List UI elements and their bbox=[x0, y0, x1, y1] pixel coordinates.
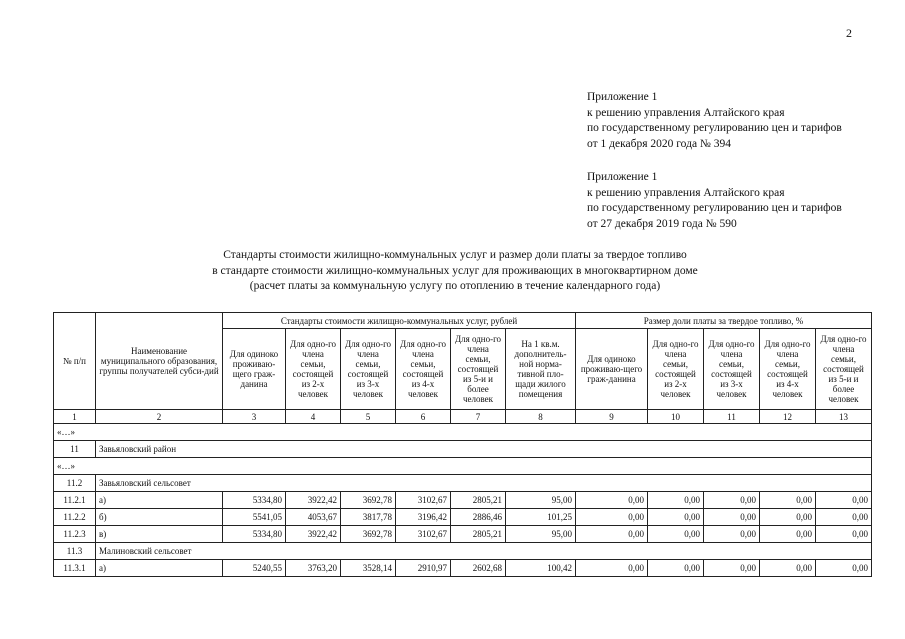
value-cell: 3196,42 bbox=[396, 509, 451, 526]
header-subcell: Для одно-го члена семьи, состоящей из 4-х человек bbox=[760, 329, 816, 410]
row-code-cell: 11.2.2 bbox=[54, 509, 96, 526]
header-subcell: Для одно-го члена семьи, состоящей из 5-и и более человек bbox=[451, 329, 506, 410]
column-number-cell: 13 bbox=[816, 410, 872, 424]
value-cell: 0,00 bbox=[816, 509, 872, 526]
header-subcell: Для одиноко проживаю-щего граж-данина bbox=[223, 329, 286, 410]
value-cell: 3102,67 bbox=[396, 526, 451, 543]
column-number-cell: 10 bbox=[648, 410, 704, 424]
row-code-cell: «…» bbox=[54, 424, 872, 441]
value-cell: 3763,20 bbox=[286, 560, 341, 577]
value-cell: 0,00 bbox=[760, 492, 816, 509]
appendix-line: от 1 декабря 2020 года № 394 bbox=[587, 137, 732, 150]
value-cell: 95,00 bbox=[506, 526, 576, 543]
column-number-cell: 12 bbox=[760, 410, 816, 424]
column-number-cell: 4 bbox=[286, 410, 341, 424]
value-cell: 5541,05 bbox=[223, 509, 286, 526]
column-number-cell: 6 bbox=[396, 410, 451, 424]
row-code-cell: 11.3 bbox=[54, 543, 96, 560]
column-number-cell: 8 bbox=[506, 410, 576, 424]
appendix-block-1 bbox=[587, 90, 842, 152]
appendix-line: по государственному регулированию цен и тарифов bbox=[587, 122, 842, 134]
header-subcell: Для одно-го члена семьи, состоящей из 3-х человек bbox=[704, 329, 760, 410]
value-cell: 3692,78 bbox=[341, 492, 396, 509]
value-cell: 2910,97 bbox=[396, 560, 451, 577]
header-cell-no: № п/п bbox=[54, 313, 96, 410]
header-subcell: На 1 кв.м. дополнитель-ной норма-тивной пло-щади жилого помещения bbox=[506, 329, 576, 410]
value-cell: 0,00 bbox=[816, 526, 872, 543]
appendix-line: к решению управления Алтайского края bbox=[587, 186, 785, 199]
table-row bbox=[54, 441, 872, 458]
value-cell: 0,00 bbox=[648, 560, 704, 577]
header-group-share: Размер доли платы за твердое топливо, % bbox=[576, 313, 872, 329]
column-number-cell: 5 bbox=[341, 410, 396, 424]
document-title bbox=[200, 248, 710, 295]
row-name-cell: б) bbox=[96, 509, 223, 526]
column-number-cell: 7 bbox=[451, 410, 506, 424]
value-cell: 0,00 bbox=[576, 560, 648, 577]
value-cell: 0,00 bbox=[576, 526, 648, 543]
value-cell: 0,00 bbox=[704, 492, 760, 509]
column-number-cell: 1 bbox=[54, 410, 96, 424]
header-row-1 bbox=[54, 313, 872, 329]
row-title-cell: Завьяловский сельсовет bbox=[96, 475, 872, 492]
table-row bbox=[54, 424, 872, 441]
header-subcell: Для одно-го члена семьи, состоящей из 2-х человек bbox=[286, 329, 341, 410]
row-name-cell: а) bbox=[96, 492, 223, 509]
title-line: в стандарте стоимости жилищно-коммунальных услуг для проживающих в многоквартирном доме bbox=[212, 264, 698, 277]
row-code-cell: 11.3.1 bbox=[54, 560, 96, 577]
table-row bbox=[54, 543, 872, 560]
header-group-standards: Стандарты стоимости жилищно-коммунальных услуг, рублей bbox=[223, 313, 576, 329]
column-number-cell: 11 bbox=[704, 410, 760, 424]
table-row bbox=[54, 526, 872, 543]
value-cell: 0,00 bbox=[760, 509, 816, 526]
value-cell: 3102,67 bbox=[396, 492, 451, 509]
value-cell: 0,00 bbox=[816, 560, 872, 577]
value-cell: 0,00 bbox=[760, 560, 816, 577]
row-code-cell: 11 bbox=[54, 441, 96, 458]
value-cell: 0,00 bbox=[704, 509, 760, 526]
value-cell: 0,00 bbox=[648, 492, 704, 509]
value-cell: 0,00 bbox=[576, 492, 648, 509]
row-title-cell: Завьяловский район bbox=[96, 441, 872, 458]
value-cell: 3922,42 bbox=[286, 492, 341, 509]
value-cell: 3922,42 bbox=[286, 526, 341, 543]
table-row bbox=[54, 509, 872, 526]
value-cell: 4053,67 bbox=[286, 509, 341, 526]
value-cell: 0,00 bbox=[704, 526, 760, 543]
appendix-line: к решению управления Алтайского края bbox=[587, 106, 785, 119]
value-cell: 3528,14 bbox=[341, 560, 396, 577]
value-cell: 0,00 bbox=[816, 492, 872, 509]
column-number-cell: 2 bbox=[96, 410, 223, 424]
table-row bbox=[54, 458, 872, 475]
column-numbers-row bbox=[54, 410, 872, 424]
value-cell: 0,00 bbox=[760, 526, 816, 543]
row-code-cell: «…» bbox=[54, 458, 872, 475]
value-cell: 2886,46 bbox=[451, 509, 506, 526]
value-cell: 100,42 bbox=[506, 560, 576, 577]
value-cell: 5334,80 bbox=[223, 526, 286, 543]
value-cell: 101,25 bbox=[506, 509, 576, 526]
column-number-cell: 3 bbox=[223, 410, 286, 424]
table-row bbox=[54, 560, 872, 577]
row-code-cell: 11.2 bbox=[54, 475, 96, 492]
header-cell-name: Наименование муниципального образования, группы получателей субси-дий bbox=[96, 313, 223, 410]
standards-table bbox=[53, 312, 872, 577]
row-name-cell: в) bbox=[96, 526, 223, 543]
header-subcell: Для одно-го члена семьи, состоящей из 2-х человек bbox=[648, 329, 704, 410]
table-row bbox=[54, 492, 872, 509]
appendix-line: Приложение 1 bbox=[587, 171, 658, 183]
appendix-line: от 27 декабря 2019 года № 590 bbox=[587, 217, 737, 230]
value-cell: 2805,21 bbox=[451, 526, 506, 543]
value-cell: 5334,80 bbox=[223, 492, 286, 509]
value-cell: 2602,68 bbox=[451, 560, 506, 577]
value-cell: 3817,78 bbox=[341, 509, 396, 526]
title-line: (расчет платы за коммунальную услугу по отоплению в течение календарного года) bbox=[249, 280, 661, 292]
value-cell: 2805,21 bbox=[451, 492, 506, 509]
value-cell: 0,00 bbox=[648, 509, 704, 526]
value-cell: 95,00 bbox=[506, 492, 576, 509]
appendix-line: по государственному регулированию цен и тарифов bbox=[587, 202, 842, 214]
value-cell: 5240,55 bbox=[223, 560, 286, 577]
title-line: Стандарты стоимости жилищно-коммунальных услуг и размер доли платы за твердое топливо bbox=[223, 249, 687, 261]
value-cell: 0,00 bbox=[704, 560, 760, 577]
value-cell: 3692,78 bbox=[341, 526, 396, 543]
page-number: 2 bbox=[846, 26, 852, 40]
appendix-block-2 bbox=[587, 170, 842, 232]
header-subcell: Для одиноко проживаю-щего граж-данина bbox=[576, 329, 648, 410]
value-cell: 0,00 bbox=[648, 526, 704, 543]
header-subcell: Для одно-го члена семьи, состоящей из 4-х человек bbox=[396, 329, 451, 410]
column-number-cell: 9 bbox=[576, 410, 648, 424]
appendix-line: Приложение 1 bbox=[587, 91, 658, 103]
row-code-cell: 11.2.3 bbox=[54, 526, 96, 543]
header-subcell: Для одно-го члена семьи, состоящей из 3-х человек bbox=[341, 329, 396, 410]
row-name-cell: а) bbox=[96, 560, 223, 577]
value-cell: 0,00 bbox=[576, 509, 648, 526]
row-title-cell: Малиновский сельсовет bbox=[96, 543, 872, 560]
table-row bbox=[54, 475, 872, 492]
header-subcell: Для одно-го члена семьи, состоящей из 5-и и более человек bbox=[816, 329, 872, 410]
row-code-cell: 11.2.1 bbox=[54, 492, 96, 509]
